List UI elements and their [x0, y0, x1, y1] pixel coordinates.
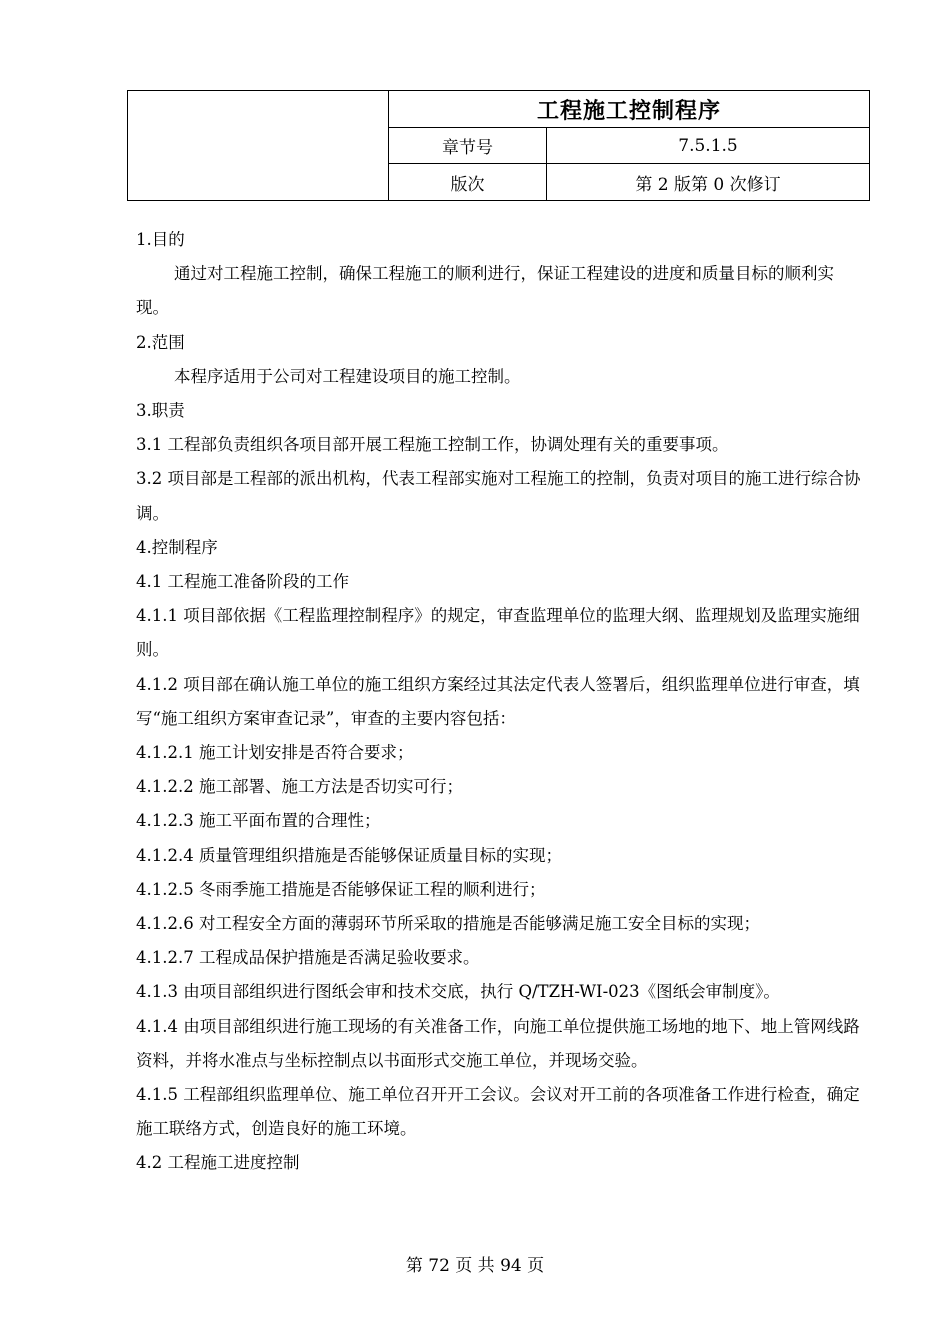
- logo-blank-cell: [128, 91, 389, 201]
- paragraph-scope: 本程序适用于公司对工程建设项目的施工控制。: [174, 366, 521, 386]
- list-item-4-1-2-3: 4.1.2.3 施工平面布置的合理性；: [136, 811, 381, 831]
- chapter-label: 章节号: [389, 128, 547, 164]
- paragraph-4-1-4: 4.1.4 由项目部组织进行施工现场的有关准备工作，向施工单位提供施工场地的地下、地上管网线路资料，并将水准点与坐标控制点以书面形式交施工单位，并现场交验。: [136, 1016, 860, 1070]
- version-label: 版次: [389, 164, 547, 201]
- paragraph-3-2: 3.2 项目部是工程部的派出机构，代表工程部实施对工程施工的控制，负责对项目的施工进行综合协调。: [136, 469, 861, 523]
- document-title: 工程施工控制程序: [389, 91, 870, 128]
- heading-purpose: 1.目的: [136, 230, 185, 249]
- heading-4-1: 4.1 工程施工准备阶段的工作: [136, 572, 349, 592]
- page-number: 第 72 页 共 94 页: [405, 1256, 545, 1276]
- list-item-4-1-2-6: 4.1.2.6 对工程安全方面的薄弱环节所采取的措施是否能够满足施工安全目标的实现；: [136, 914, 760, 934]
- list-item-4-1-2-7: 4.1.2.7 工程成品保护措施是否满足验收要求。: [136, 948, 480, 968]
- list-item-4-1-2-5: 4.1.2.5 冬雨季施工措施是否能够保证工程的顺利进行；: [136, 879, 546, 899]
- document-body: [136, 223, 862, 1181]
- list-item-4-1-2-4: 4.1.2.4 质量管理组织措施是否能够保证质量目标的实现；: [136, 845, 562, 865]
- chapter-value: 7.5.1.5: [547, 128, 870, 164]
- paragraph-purpose: 通过对工程施工控制，确保工程施工的顺利进行，保证工程建设的进度和质量目标的顺利实现。: [136, 264, 834, 318]
- paragraph-4-1-3: 4.1.3 由项目部组织进行图纸会审和技术交底，执行 Q/TZH-WI-023《图纸会审制度》。: [136, 982, 780, 1002]
- list-item-4-1-2-1: 4.1.2.1 施工计划安排是否符合要求；: [136, 743, 414, 763]
- paragraph-4-1-5: 4.1.5 工程部组织监理单位、施工单位召开开工会议。会议对开工前的各项准备工作进行检查，确定施工联络方式，创造良好的施工环境。: [136, 1085, 860, 1139]
- heading-4-2: 4.2 工程施工进度控制: [136, 1153, 300, 1173]
- heading-scope: 2.范围: [136, 332, 185, 352]
- document-header-table: [127, 90, 870, 201]
- paragraph-4-1-1: 4.1.1 项目部依据《工程监理控制程序》的规定，审查监理单位的监理大纲、监理规划及监理实施细则。: [136, 606, 860, 660]
- heading-responsibility: 3.职责: [136, 401, 185, 421]
- list-item-4-1-2-2: 4.1.2.2 施工部署、施工方法是否切实可行；: [136, 777, 463, 797]
- heading-control-procedure: 4.控制程序: [136, 537, 218, 557]
- paragraph-3-1: 3.1 工程部负责组织各项目部开展工程施工控制工作，协调处理有关的重要事项。: [136, 435, 729, 455]
- paragraph-4-1-2: 4.1.2 项目部在确认施工单位的施工组织方案经过其法定代表人签署后，组织监理单位进行审查，填写“施工组织方案审查记录”，审查的主要内容包括：: [136, 674, 860, 728]
- version-value: 第 2 版第 0 次修订: [547, 164, 870, 201]
